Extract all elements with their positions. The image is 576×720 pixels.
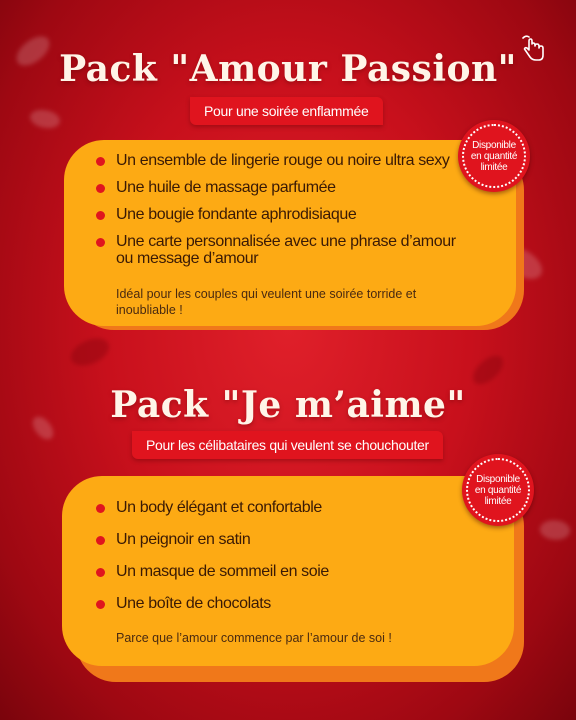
limited-availability-badge — [462, 454, 534, 526]
pack-1-title: Pack "Amour Passion" — [59, 48, 517, 90]
list-item: Un masque de sommeil en soie — [96, 563, 466, 580]
pack-1-subtitle: Pour une soirée enflammée — [190, 97, 383, 125]
rose-petal — [28, 105, 62, 132]
rose-petal — [538, 516, 572, 543]
pack-2-title: Pack "Je m’aime" — [110, 384, 466, 426]
list-item: Une bougie fondante aphrodisiaque — [96, 206, 466, 223]
limited-availability-badge — [458, 120, 530, 192]
pack-2-note: Parce que l’amour commence par l’amour de soi ! — [116, 631, 392, 645]
pack-1-note: Idéal pour les couples qui veulent une soirée torride et inoubliable ! — [116, 287, 417, 317]
list-item: Une boîte de chocolats — [96, 595, 466, 612]
badge-label: Disponible en quantité limitée — [470, 139, 518, 173]
list-item: Une carte personnalisée avec une phrase d’amour ou message d’amour — [96, 233, 466, 267]
rose-petal — [468, 351, 509, 388]
pack-2-subtitle: Pour les célibataires qui veulent se chouchouter — [132, 431, 443, 459]
list-item: Un peignoir en satin — [96, 531, 466, 548]
list-item: Un ensemble de lingerie rouge ou noire ultra sexy — [96, 152, 466, 169]
list-item: Une huile de massage parfumée — [96, 179, 466, 196]
pack-2-item-list — [96, 499, 466, 612]
pack-1-item-list — [96, 152, 466, 267]
list-item: Un body élégant et confortable — [96, 499, 466, 516]
badge-label: Disponible en quantité limitée — [474, 473, 522, 507]
rose-petal — [68, 335, 113, 369]
